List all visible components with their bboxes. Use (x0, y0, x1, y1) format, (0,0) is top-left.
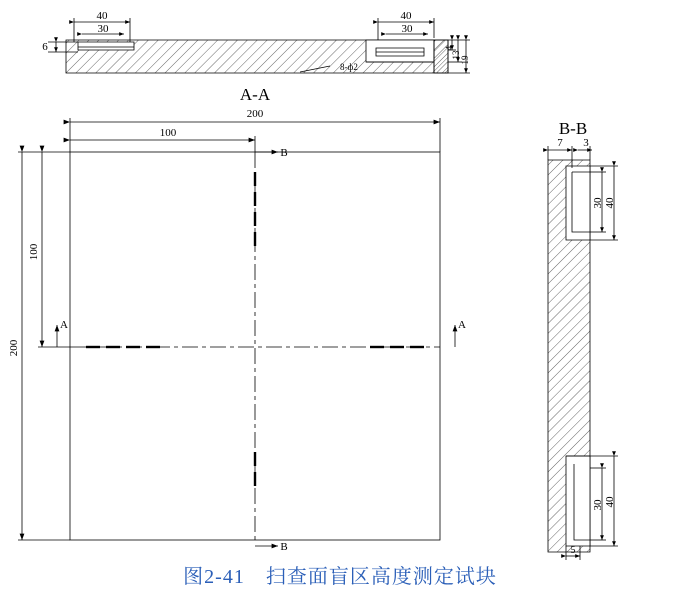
dim-bb-upper-inner: 30 (592, 197, 604, 209)
dim-plan-top-half: 100 (159, 127, 177, 139)
dim-plan-left-total: 200 (8, 339, 20, 357)
dim-aa-top-right-inner: 30 (401, 23, 413, 35)
dim-aa-top-right-width: 40 (400, 10, 412, 22)
dim-aa-right-total: 19 (460, 55, 470, 65)
note-hole-8-phi-2: 8-ф2 (340, 62, 358, 72)
section-mark-b-top: B (280, 147, 288, 159)
dim-plan-top-total: 200 (246, 108, 264, 120)
figure-caption: 图2-41 扫查面盲区高度测定试块 (183, 566, 497, 588)
dim-aa-top-left-inner: 30 (97, 23, 109, 35)
dim-bb-lower-outer: 40 (604, 496, 616, 508)
dim-aa-top-left-width: 40 (96, 10, 108, 22)
dim-bb-upper-outer: 40 (604, 197, 616, 209)
section-mark-a-left: A (60, 319, 68, 331)
view-title-aa: A-A (239, 85, 271, 104)
dim-plan-left-half: 100 (28, 243, 40, 261)
dim-bb-lower-inner: 30 (592, 499, 604, 511)
view-title-bb: B-B (558, 119, 588, 138)
dim-aa-right-small: 4 (444, 45, 454, 51)
dim-bb-bottom-width: 5 (570, 545, 576, 556)
view-plan (18, 118, 455, 546)
dim-bb-top-width: 7 (557, 137, 563, 149)
dim-aa-left-thickness: 6 (42, 41, 48, 53)
section-mark-a-right: A (458, 319, 466, 331)
dim-bb-top-gap: 3 (583, 137, 589, 149)
section-mark-b-bottom: B (280, 541, 288, 553)
dim-aa-right-mid: 13 (451, 50, 461, 60)
